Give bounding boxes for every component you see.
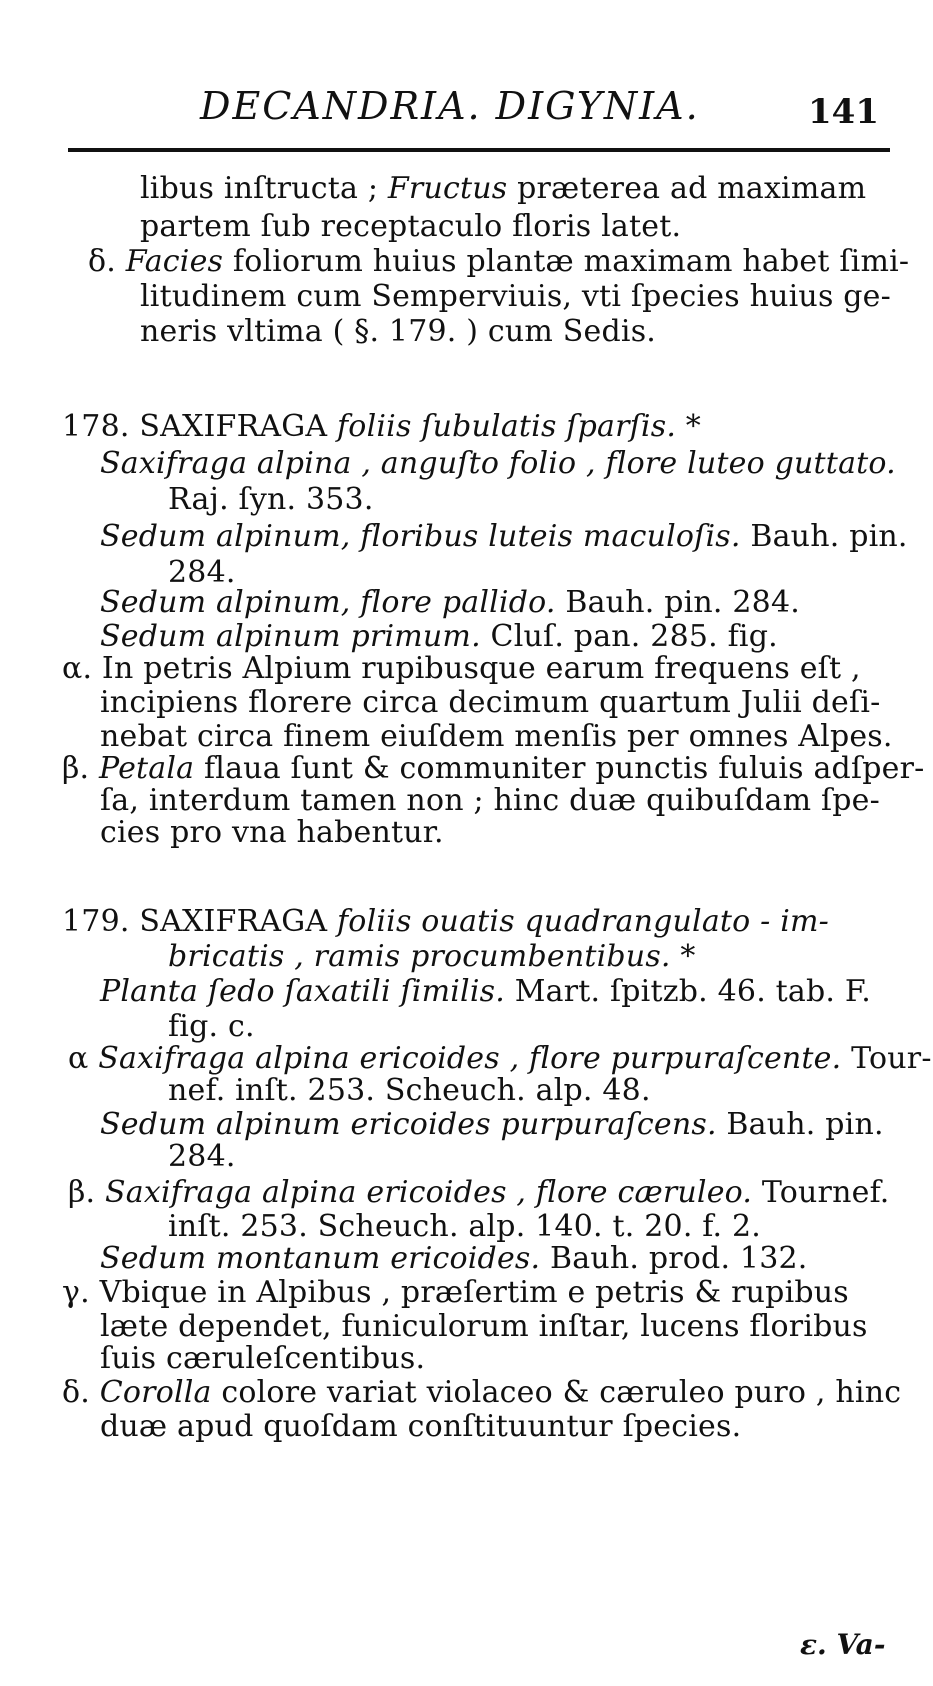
text-line	[100, 1310, 868, 1344]
italic-text: Saxifraga alpina , anguſto folio , flore luteo guttato.	[100, 446, 896, 481]
text-line	[100, 686, 880, 720]
text-line	[88, 245, 909, 279]
text-segment: Tournef.	[752, 1175, 890, 1210]
text-line	[140, 172, 866, 206]
text-line	[62, 905, 829, 939]
text-segment: colore variat violaceo & cæruleo puro , hinc	[211, 1375, 902, 1410]
italic-text: Fructus	[387, 171, 508, 206]
text-segment: præterea ad maximam	[507, 171, 867, 206]
text-segment: ſa, interdum tamen non ; hinc duæ quibuſdam ſpe-	[100, 783, 880, 818]
text-line	[168, 1010, 255, 1044]
text-segment: 284.	[168, 1139, 236, 1174]
italic-text: foliis ouatis quadrangulato - im-	[337, 904, 830, 939]
text-segment: duæ apud quoſdam conſtituuntur ſpecies.	[100, 1409, 742, 1444]
text-segment: γ. Vbique in Alpibus , præſertim e petris & rupibus	[62, 1275, 849, 1310]
italic-text: Saxifraga alpina ericoides , flore cæruleo.	[105, 1175, 753, 1210]
text-line	[62, 1376, 901, 1410]
text-line	[68, 1042, 932, 1076]
text-segment: foliorum huius plantæ maximam habet ſimi-	[223, 244, 910, 279]
text-segment: δ.	[62, 1375, 100, 1410]
text-line	[100, 1242, 808, 1276]
italic-text: Facies	[125, 244, 224, 279]
text-line	[100, 1108, 884, 1142]
text-segment: flaua ſunt & communiter punctis fuluis adſper-	[194, 751, 925, 786]
italic-text: foliis ſubulatis ſparſis.	[337, 409, 686, 444]
italic-text: Sedum alpinum primum.	[100, 619, 481, 654]
text-line	[168, 940, 696, 974]
text-line	[100, 975, 871, 1009]
italic-text: Planta ſedo ſaxatili ſimilis.	[100, 974, 505, 1009]
text-line	[168, 1140, 236, 1174]
text-line	[100, 447, 896, 481]
text-line	[100, 720, 893, 754]
text-line	[168, 1074, 651, 1108]
italic-text: Corolla	[99, 1375, 212, 1410]
italic-text: bricatis , ramis procumbentibus.	[168, 939, 681, 974]
page-number: 141	[808, 92, 879, 132]
text-segment: neris vltima ( §. 179. ) cum Sedis.	[140, 314, 657, 349]
text-line	[168, 1210, 761, 1244]
text-line	[140, 315, 656, 349]
text-segment: α	[68, 1041, 99, 1076]
text-segment: ſuis cæruleſcentibus.	[100, 1341, 426, 1376]
text-segment: 179. SAXIFRAGA	[62, 904, 337, 939]
text-segment: 284.	[168, 555, 236, 590]
text-segment: Mart. ſpitzb. 46. tab. F.	[504, 974, 871, 1009]
header-rule	[68, 148, 890, 152]
text-line	[62, 410, 701, 444]
text-line	[100, 586, 800, 620]
italic-text: Saxifraga alpina ericoides , flore purpuraſcente.	[98, 1041, 842, 1076]
text-segment: libus inſtructa ;	[140, 171, 388, 206]
text-segment: Bauh. pin.	[740, 519, 908, 554]
text-segment: β.	[62, 751, 100, 786]
text-segment: inſt. 253. Scheuch. alp. 140. t. 20. f. 2.	[168, 1209, 762, 1244]
italic-text: Sedum alpinum, flore pallido.	[100, 585, 556, 620]
text-segment: 178. SAXIFRAGA	[62, 409, 337, 444]
text-segment: Bauh. pin.	[716, 1107, 884, 1142]
text-segment: Raj. ſyn. 353.	[168, 482, 374, 517]
text-segment: nebat circa finem eiuſdem menſis per omnes Alpes.	[100, 719, 893, 754]
catchword: ε. Va-	[800, 1628, 886, 1661]
text-segment: cies pro vna habentur.	[100, 815, 444, 850]
text-line	[100, 816, 444, 850]
text-segment: β.	[68, 1175, 106, 1210]
text-line	[100, 1342, 425, 1376]
text-segment: fig. c.	[168, 1009, 255, 1044]
text-segment: litudinem cum Semperviuis, vti ſpecies huius ge-	[140, 279, 891, 314]
text-segment: *	[685, 409, 701, 444]
italic-text: Sedum montanum ericoides.	[100, 1241, 541, 1276]
text-segment: nef. inſt. 253. Scheuch. alp. 48.	[168, 1073, 651, 1108]
text-segment: Bauh. prod. 132.	[540, 1241, 808, 1276]
text-line	[62, 1276, 849, 1310]
italic-text: Sedum alpinum, floribus luteis maculoſis.	[100, 519, 741, 554]
text-line	[100, 520, 908, 554]
italic-text: Petala	[99, 751, 195, 786]
text-line	[100, 784, 880, 818]
text-segment: Cluſ. pan. 285. fig.	[480, 619, 778, 654]
text-line	[140, 210, 681, 244]
text-line	[68, 1176, 890, 1210]
text-segment: incipiens florere circa decimum quartum Julii deſi-	[100, 685, 881, 720]
text-segment: læte dependet, funiculorum inſtar, lucens floribus	[100, 1309, 868, 1344]
running-title: DECANDRIA. DIGYNIA.	[200, 84, 700, 128]
text-line	[140, 280, 891, 314]
text-line	[100, 1410, 741, 1444]
text-segment: *	[680, 939, 696, 974]
text-segment: Tour-	[841, 1041, 932, 1076]
text-line	[100, 620, 778, 654]
text-segment: α. In petris Alpium rupibusque earum frequens eſt ,	[62, 651, 861, 686]
text-segment: δ.	[88, 244, 126, 279]
text-line	[62, 652, 861, 686]
italic-text: Sedum alpinum ericoides purpuraſcens.	[100, 1107, 717, 1142]
text-segment: partem ſub receptaculo floris latet.	[140, 209, 682, 244]
text-line	[62, 752, 925, 786]
text-segment: Bauh. pin. 284.	[555, 585, 800, 620]
text-line	[168, 483, 374, 517]
